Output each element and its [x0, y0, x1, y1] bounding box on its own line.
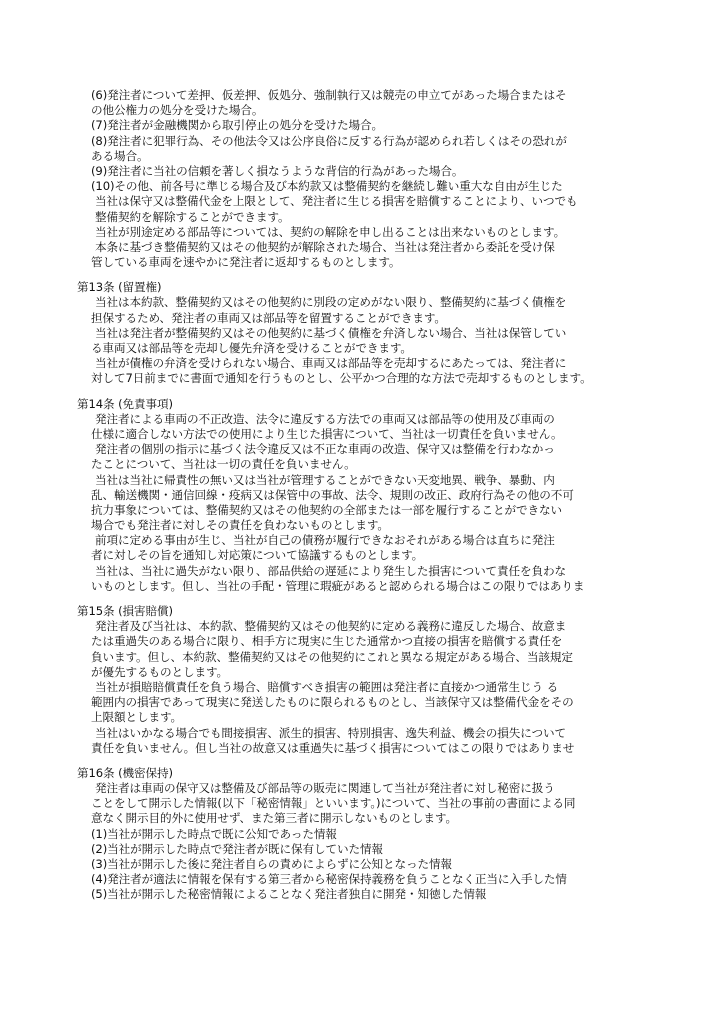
text-line: 抗力事象については、整備契約又はその他契約の全部または一部を履行することができない: [91, 502, 563, 517]
text-line: 発注者による車両の不正改造、法令に違反する方法での車両又は部品等の使用及び車両の: [95, 411, 555, 426]
text-line: 乱、輸送機関・通信回線・疫病又は保管中の事故、法令、規則の改正、政府行為その他の不可: [91, 487, 574, 502]
text-line: 当社は、当社に過失がない限り、部品供給の遅延により発生した損害について責任を負わな: [95, 563, 567, 578]
text-line: の他公権力の処分を受けた場合。: [91, 103, 264, 118]
text-line: 上限額とします。: [91, 710, 183, 725]
text-line: 当社が別途定める部品等については、契約の解除を申し出ることは出来ないものとします。: [95, 224, 566, 239]
text-line: 意なく開示目的外に使用せず、また第三者に開示しないものとします。: [91, 811, 457, 826]
text-line: 当社はいかなる場合でも間接損害、派生的損害、特別損害、逸失利益、機会の損失について: [95, 725, 567, 740]
section-heading: 第13条 (留置権): [77, 280, 162, 295]
text-line: 当社が債権の弁済を受けられない場合、車両又は部品等を売却するにあたっては、発注者に: [95, 356, 567, 371]
text-line: (3)当社が開示した後に発注者自らの責めによらずに公知となった情報: [91, 857, 452, 871]
text-line: (8)発注者に犯罪行為、その他法令又は公序良俗に反する行為が認められ若しくはその恐れが: [91, 133, 567, 148]
text-line: 当社は当社に帰責性の無い又は当社が管理することができない天変地異、戦争、暴動、内: [95, 472, 555, 487]
section-article-16: [77, 766, 684, 903]
text-line: 場合でも発注者に対しその責任を負わないものとします。: [91, 518, 389, 533]
text-line: 前項に定める事由が生じ、当社が自己の債務が履行できなおそれがある場合は直ちに発注: [95, 533, 555, 548]
text-line: 発注者の個別の指示に基づく法令違反又は不正な車両の改造、保守又は整備を行わなかっ: [95, 442, 555, 457]
section-article-15: [77, 604, 684, 756]
text-line: 対して7日前までに書面で通知を行うものとし、公平かつ合理的な方法で売却するものとします。: [91, 371, 592, 386]
text-line: いものとします。但し、当社の手配・管理に瑕疵があると認められる場合はこの限りではありま: [91, 578, 585, 593]
text-line: (4)発注者が適法に情報を保有する第三者から秘密保持義務を負うことなく正当に入手した情: [91, 872, 567, 887]
text-line: 発注者及び当社は、本約款、整備契約又はその他契約に定める義務に違反した場合、故意ま: [95, 619, 567, 634]
section-article-14: [77, 397, 684, 594]
text-line: 発注者は車両の保守又は整備及び部品等の販売に関連して当社が発注者に対し秘密に扱う: [95, 781, 555, 796]
text-line: 当社は発注者が整備契約又はその他契約に基づく債権を弁済しない場合、当社は保管してい: [95, 325, 567, 340]
text-line: 者に対しその旨を通知し対応策について協議するものとします。: [91, 548, 424, 563]
text-line: 範囲内の損害であって現実に発送したものに限られるものとし、当該保守又は整備代金をその: [91, 695, 574, 710]
text-line: 仕様に適合しない方法での使用により生じた損害について、当社は一切責任を負いません。: [91, 426, 563, 441]
text-line: たことについて、当社は一切の責任を負いません。: [91, 457, 356, 472]
text-line: (6)発注者について差押、仮差押、仮処分、強制執行又は競売の申立てがあった場合またはそ: [91, 88, 567, 102]
text-line: 担保するため、発注者の車両又は部品等を留置することができます。: [91, 310, 446, 325]
text-line: (1)当社が開示した時点で既に公知であった情報: [91, 826, 337, 841]
text-line: ことをして開示した情報(以下「秘密情報」といいます。)について、当社の事前の書面による同: [91, 796, 576, 811]
text-line: (7)発注者が金融機関から取引停止の処分を受けた場合。: [91, 118, 383, 133]
text-line: (10)その他、前各号に準じる場合及び本約款又は整備契約を継続し難い重大な自由が生じた: [91, 179, 563, 194]
text-line: (9)発注者に当社の信頼を著しく損なうような背信的行為があった場合。: [91, 163, 464, 178]
text-line: る車両又は部品等を売却し優先弁済を受けることができます。: [91, 341, 412, 355]
text-line: ある場合。: [91, 148, 149, 163]
section-heading: 第16条 (機密保持): [77, 765, 173, 780]
section-intro: [77, 88, 684, 270]
section-heading: 第15条 (損害賠償): [77, 604, 173, 618]
text-line: 当社は保守又は整備代金を上限として、発注者に生じる損害を賠償することにより、いつでも: [95, 194, 578, 209]
section-article-13: [77, 280, 684, 386]
text-line: 当社が損賠賠償責任を負う場合、賠償すべき損害の範囲は発注者に直接かつ通常生じう る: [95, 679, 559, 694]
text-line: たは重過失のある場合に限り、相手方に現実に生じた通常かつ直接の損害を賠償する責任を: [91, 634, 563, 649]
text-line: 責任を負いません。但し当社の故意又は重過失に基づく損害についてはこの限りではありませ: [91, 740, 575, 755]
text-line: 負います。但し、本約款、整備契約又はその他契約にこれと異なる規定がある場合、当該規定: [91, 649, 573, 664]
text-line: 管している車両を速やかに発注者に返却するものとします。: [91, 255, 401, 270]
text-line: 当社は本約款、整備契約又はその他契約に別段の定めがない限り、整備契約に基づく債権を: [95, 295, 567, 310]
text-line: (5)当社が開示した秘密情報によることなく発注者独自に開発・知徳した情報: [91, 887, 487, 902]
section-heading: 第14条 (免責事項): [77, 396, 173, 411]
text-line: が優先するものとします。: [91, 664, 228, 679]
text-line: 整備契約を解除することができます。: [95, 209, 290, 224]
text-line: 本条に基づき整備契約又はその他契約が解除された場合、当社は発注者から委託を受け保: [95, 239, 555, 254]
text-line: (2)当社が開示した時点で発注者が既に保有していた情報: [91, 841, 383, 856]
